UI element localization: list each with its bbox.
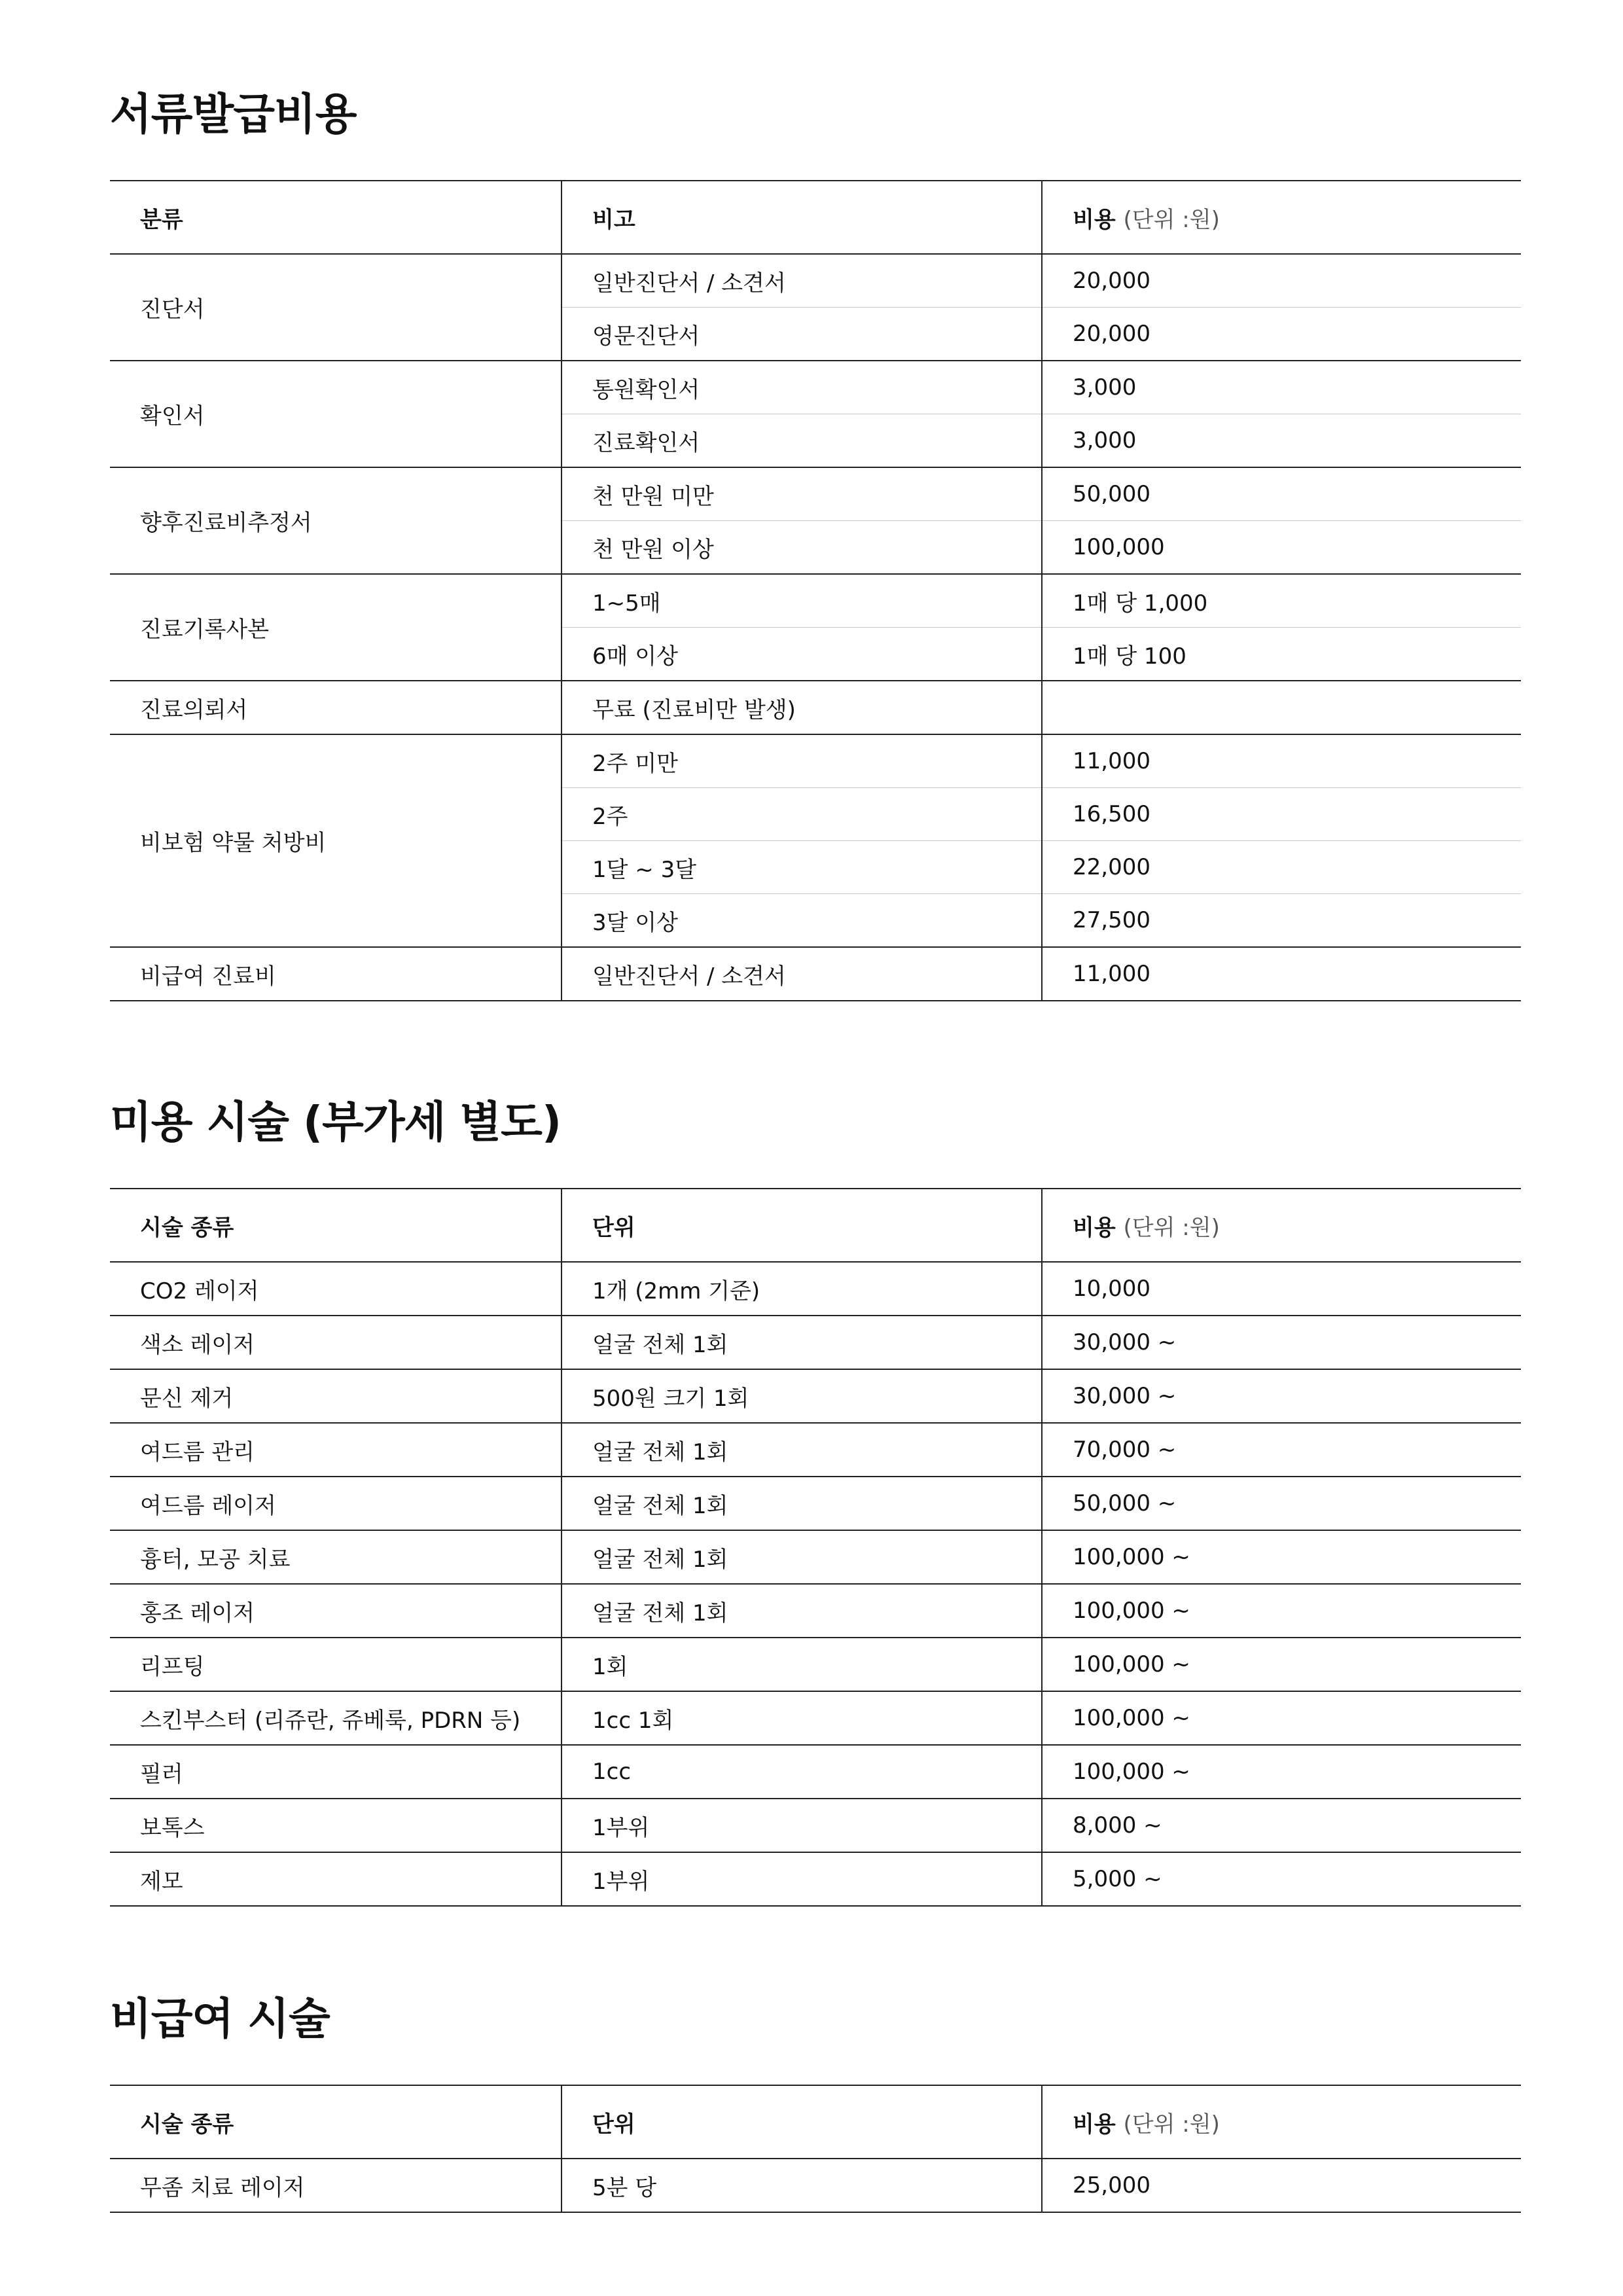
header-row bbox=[110, 2085, 1521, 2159]
header-row bbox=[110, 181, 1521, 254]
cosmetic-title: 미용 시술 (부가세 별도) bbox=[110, 1097, 562, 1147]
cost-cell: 16,500 bbox=[1042, 788, 1521, 841]
note-cell: 천 만원 미만 bbox=[562, 467, 1042, 521]
cost-cell: 100,000 ~ bbox=[1042, 1745, 1521, 1799]
table-row bbox=[110, 681, 1521, 734]
table-row bbox=[110, 1745, 1521, 1799]
header-cost-unit: (단위 :원) bbox=[1123, 2111, 1220, 2138]
table-row bbox=[110, 1369, 1521, 1423]
category-cell: 확인서 bbox=[110, 361, 562, 467]
cost-cell: 3,000 bbox=[1042, 361, 1521, 414]
doc-fees-title: 서류발급비용 bbox=[110, 89, 357, 139]
header-cost bbox=[1042, 1189, 1521, 1262]
table-row bbox=[110, 1799, 1521, 1852]
table-row bbox=[110, 1316, 1521, 1369]
cost-cell: 11,000 bbox=[1042, 947, 1521, 1001]
header-category: 분류 bbox=[110, 181, 562, 254]
table-row bbox=[110, 1638, 1521, 1691]
note-cell: 2주 bbox=[562, 788, 1042, 841]
table-row bbox=[110, 1530, 1521, 1584]
type-cell: 필러 bbox=[110, 1745, 562, 1799]
cost-cell: 10,000 bbox=[1042, 1262, 1521, 1316]
cost-cell: 5,000 ~ bbox=[1042, 1852, 1521, 1906]
unit-cell: 1회 bbox=[562, 1638, 1042, 1691]
cost-cell: 20,000 bbox=[1042, 254, 1521, 308]
type-cell: 보톡스 bbox=[110, 1799, 562, 1852]
header-type: 시술 종류 bbox=[110, 1189, 562, 1262]
unit-cell: 5분 당 bbox=[562, 2159, 1042, 2212]
type-cell: CO2 레이저 bbox=[110, 1262, 562, 1316]
table-row bbox=[110, 734, 1521, 788]
header-unit: 단위 bbox=[562, 2085, 1042, 2159]
cost-cell: 1매 당 100 bbox=[1042, 628, 1521, 681]
header-cost-unit: (단위 :원) bbox=[1123, 1214, 1220, 1241]
type-cell: 홍조 레이저 bbox=[110, 1584, 562, 1638]
type-cell: 리프팅 bbox=[110, 1638, 562, 1691]
cost-cell: 100,000 ~ bbox=[1042, 1691, 1521, 1745]
header-row bbox=[110, 1189, 1521, 1262]
cost-cell: 100,000 bbox=[1042, 521, 1521, 575]
table-row bbox=[110, 1262, 1521, 1316]
doc-fees-table bbox=[110, 180, 1521, 1001]
note-cell: 진료확인서 bbox=[562, 414, 1042, 468]
cost-cell: 1매 당 1,000 bbox=[1042, 574, 1521, 628]
header-cost-label: 비용 bbox=[1073, 1214, 1116, 1241]
cost-cell: 100,000 ~ bbox=[1042, 1530, 1521, 1584]
unit-cell: 1부위 bbox=[562, 1852, 1042, 1906]
cost-cell: 50,000 ~ bbox=[1042, 1477, 1521, 1530]
note-cell: 무료 (진료비만 발생) bbox=[562, 681, 1042, 734]
note-cell: 일반진단서 / 소견서 bbox=[562, 947, 1042, 1001]
table-row bbox=[110, 1477, 1521, 1530]
table-row bbox=[110, 361, 1521, 414]
table-row bbox=[110, 254, 1521, 308]
cost-cell: 27,500 bbox=[1042, 894, 1521, 948]
noncovered-title: 비급여 시술 bbox=[110, 1994, 330, 2044]
type-cell: 색소 레이저 bbox=[110, 1316, 562, 1369]
unit-cell: 500원 크기 1회 bbox=[562, 1369, 1042, 1423]
table-row bbox=[110, 467, 1521, 521]
note-cell: 일반진단서 / 소견서 bbox=[562, 254, 1042, 308]
category-cell: 진료기록사본 bbox=[110, 574, 562, 681]
type-cell: 제모 bbox=[110, 1852, 562, 1906]
header-cost-unit: (단위 :원) bbox=[1123, 206, 1220, 233]
cost-cell: 50,000 bbox=[1042, 467, 1521, 521]
note-cell: 2주 미만 bbox=[562, 734, 1042, 788]
category-cell: 진단서 bbox=[110, 254, 562, 361]
table-row bbox=[110, 1691, 1521, 1745]
type-cell: 스킨부스터 (리쥬란, 쥬베룩, PDRN 등) bbox=[110, 1691, 562, 1745]
cost-cell: 30,000 ~ bbox=[1042, 1316, 1521, 1369]
table-row bbox=[110, 947, 1521, 1001]
note-cell: 천 만원 이상 bbox=[562, 521, 1042, 575]
type-cell: 여드름 관리 bbox=[110, 1423, 562, 1477]
unit-cell: 얼굴 전체 1회 bbox=[562, 1423, 1042, 1477]
unit-cell: 1개 (2mm 기준) bbox=[562, 1262, 1042, 1316]
table-row bbox=[110, 1852, 1521, 1906]
note-cell: 6매 이상 bbox=[562, 628, 1042, 681]
type-cell: 여드름 레이저 bbox=[110, 1477, 562, 1530]
type-cell: 문신 제거 bbox=[110, 1369, 562, 1423]
header-cost-label: 비용 bbox=[1073, 206, 1116, 233]
note-cell: 1~5매 bbox=[562, 574, 1042, 628]
header-cost-label: 비용 bbox=[1073, 2111, 1116, 2138]
unit-cell: 1cc 1회 bbox=[562, 1691, 1042, 1745]
type-cell: 흉터, 모공 치료 bbox=[110, 1530, 562, 1584]
category-cell: 향후진료비추정서 bbox=[110, 467, 562, 574]
cost-cell: 11,000 bbox=[1042, 734, 1521, 788]
header-type: 시술 종류 bbox=[110, 2085, 562, 2159]
cost-cell: 25,000 bbox=[1042, 2159, 1521, 2212]
cost-cell bbox=[1042, 681, 1521, 734]
unit-cell: 얼굴 전체 1회 bbox=[562, 1477, 1042, 1530]
unit-cell: 1부위 bbox=[562, 1799, 1042, 1852]
cost-cell: 100,000 ~ bbox=[1042, 1584, 1521, 1638]
table-row bbox=[110, 2159, 1521, 2212]
header-unit: 단위 bbox=[562, 1189, 1042, 1262]
unit-cell: 얼굴 전체 1회 bbox=[562, 1584, 1042, 1638]
unit-cell: 얼굴 전체 1회 bbox=[562, 1530, 1042, 1584]
category-cell: 비보험 약물 처방비 bbox=[110, 734, 562, 947]
type-cell: 무좀 치료 레이저 bbox=[110, 2159, 562, 2212]
cost-cell: 70,000 ~ bbox=[1042, 1423, 1521, 1477]
cost-cell: 22,000 bbox=[1042, 841, 1521, 894]
cost-cell: 30,000 ~ bbox=[1042, 1369, 1521, 1423]
note-cell: 영문진단서 bbox=[562, 308, 1042, 361]
header-cost bbox=[1042, 181, 1521, 254]
note-cell: 1달 ~ 3달 bbox=[562, 841, 1042, 894]
note-cell: 통원확인서 bbox=[562, 361, 1042, 414]
category-cell: 비급여 진료비 bbox=[110, 947, 562, 1001]
unit-cell: 1cc bbox=[562, 1745, 1042, 1799]
cost-cell: 8,000 ~ bbox=[1042, 1799, 1521, 1852]
category-cell: 진료의뢰서 bbox=[110, 681, 562, 734]
header-note: 비고 bbox=[562, 181, 1042, 254]
table-row bbox=[110, 574, 1521, 628]
table-row bbox=[110, 1584, 1521, 1638]
cost-cell: 3,000 bbox=[1042, 414, 1521, 468]
noncovered-table bbox=[110, 2085, 1521, 2213]
cosmetic-table bbox=[110, 1188, 1521, 1907]
cost-cell: 20,000 bbox=[1042, 308, 1521, 361]
unit-cell: 얼굴 전체 1회 bbox=[562, 1316, 1042, 1369]
note-cell: 3달 이상 bbox=[562, 894, 1042, 948]
cost-cell: 100,000 ~ bbox=[1042, 1638, 1521, 1691]
header-cost bbox=[1042, 2085, 1521, 2159]
table-row bbox=[110, 1423, 1521, 1477]
